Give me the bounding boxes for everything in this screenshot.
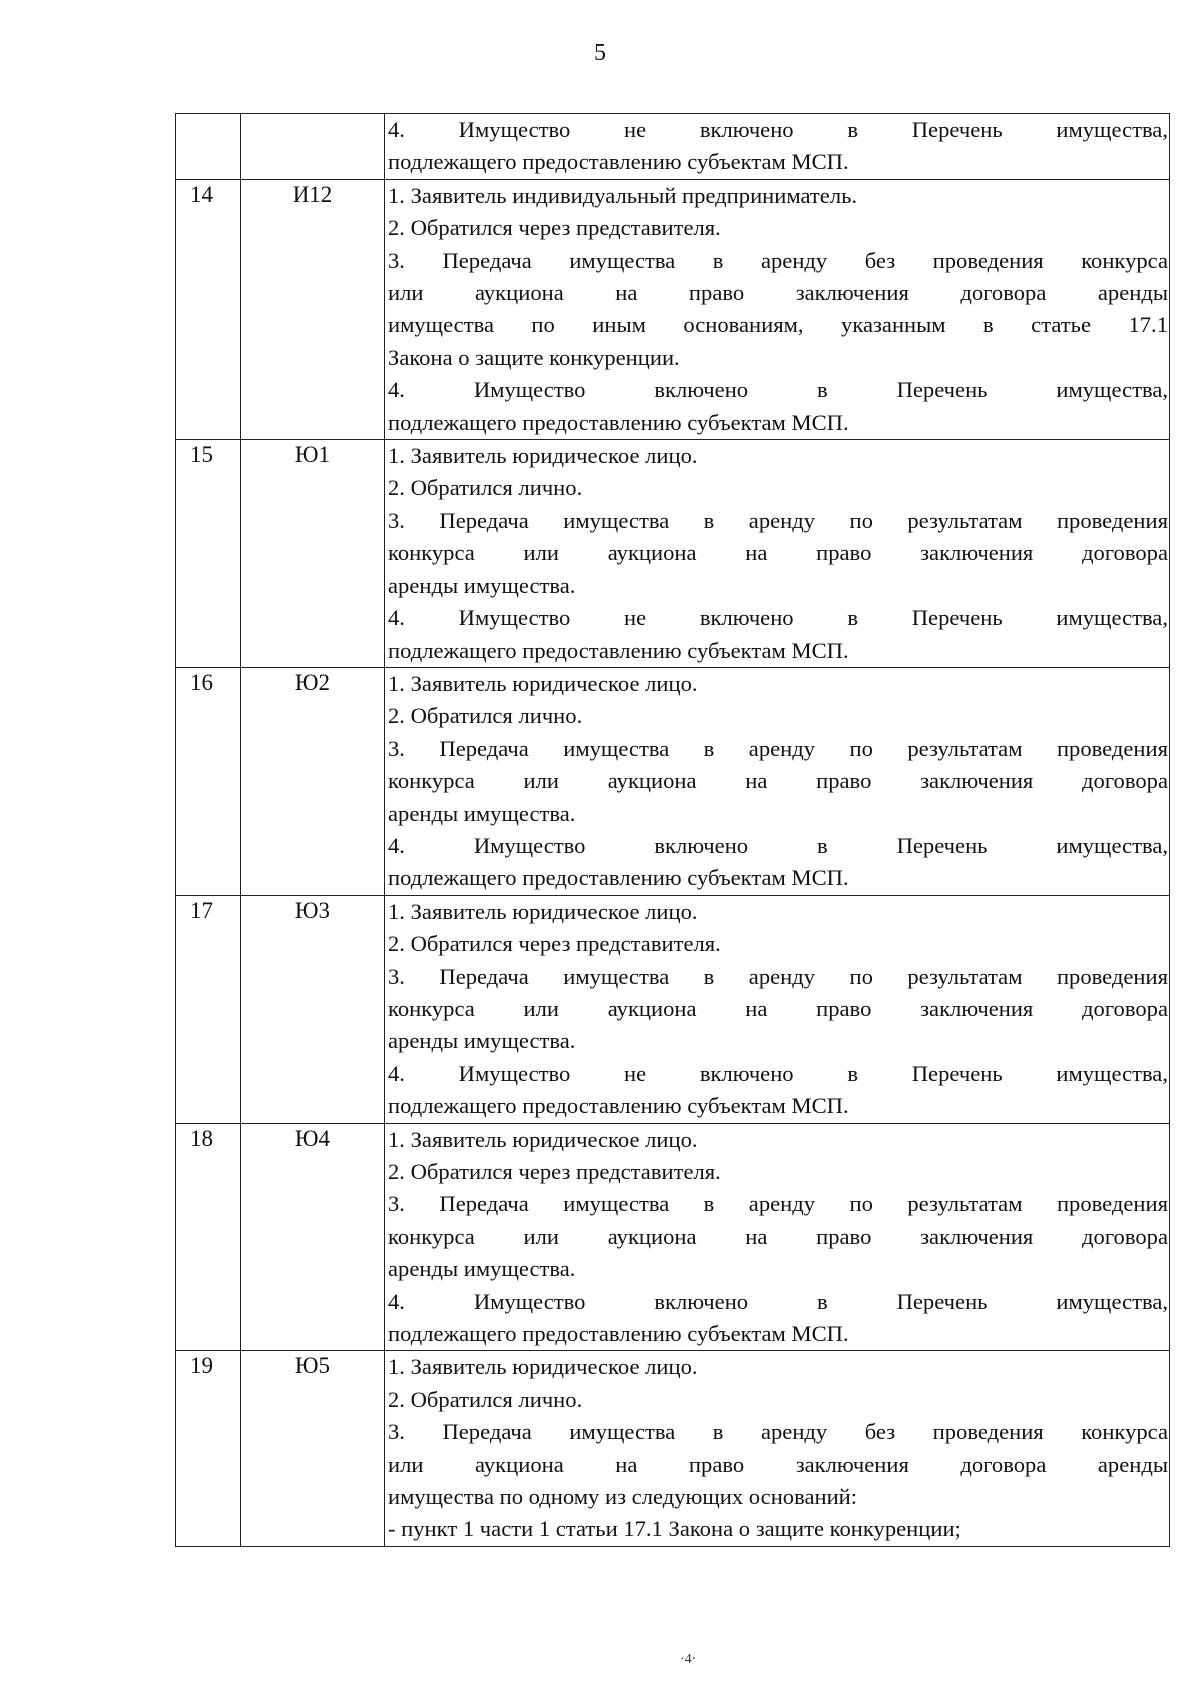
condition-line: 4. Имущество включено в Перечень имущества, [388,832,1168,858]
condition-line: 4. Имущество включено в Перечень имущества, [388,377,1168,403]
footer-mark: ·4· [680,1652,697,1667]
condition-line: 2. Обратился лично. [388,475,583,501]
condition-line: 1. Заявитель юридическое лицо. [388,1126,698,1152]
variant-code-cell: Ю2 [241,667,385,895]
row-number-cell: 17 [176,895,241,1123]
conditions-cell [385,1351,1170,1546]
condition-line: 1. Заявитель юридическое лицо. [388,1354,698,1380]
condition-line: 2. Обратился через представителя. [388,215,721,241]
condition-line: подлежащего предоставлению субъектам МСП. [388,1093,849,1119]
row-number-cell [176,114,241,180]
condition-line: 2. Обратился через представителя. [388,931,721,957]
conditions-cell [385,440,1170,668]
condition-line: аренды имущества. [388,572,576,598]
row-number-cell: 14 [176,179,241,439]
variant-code-cell: Ю3 [241,895,385,1123]
variant-code-cell: И12 [241,179,385,439]
condition-line: 4. Имущество не включено в Перечень имущества, [388,1060,1168,1086]
condition-line: подлежащего предоставлению субъектам МСП. [388,409,849,435]
condition-line: 3. Передача имущества в аренду по результатам проведения [388,1191,1168,1217]
condition-line: 3. Передача имущества в аренду по результатам проведения [388,735,1168,761]
condition-line: подлежащего предоставлению субъектам МСП. [388,865,849,891]
condition-line: 3. Передача имущества в аренду без проведения конкурса [388,247,1168,273]
variant-code-cell: Ю5 [241,1351,385,1546]
condition-line: 2. Обратился лично. [388,703,583,729]
condition-line: или аукциона на право заключения договора аренды [388,280,1168,306]
row-number-cell: 19 [176,1351,241,1546]
conditions-cell [385,667,1170,895]
variant-code-cell [241,114,385,180]
table-row [176,667,1170,895]
condition-line: 2. Обратился лично. [388,1386,583,1412]
condition-line: 1. Заявитель индивидуальный предприниматель. [388,182,858,208]
row-number-cell: 15 [176,440,241,668]
variant-code-cell: Ю4 [241,1123,385,1351]
table-row [176,440,1170,668]
condition-line: конкурса или аукциона на право заключения договора [388,540,1168,566]
condition-line: конкурса или аукциона на право заключения договора [388,1223,1168,1249]
condition-line: конкурса или аукциона на право заключения договора [388,768,1168,794]
condition-line: конкурса или аукциона на право заключения договора [388,995,1168,1021]
condition-line: 1. Заявитель юридическое лицо. [388,443,698,469]
condition-line: подлежащего предоставлению субъектам МСП. [388,149,849,175]
row-number-cell: 18 [176,1123,241,1351]
condition-line: 1. Заявитель юридическое лицо. [388,898,698,924]
table-row [176,895,1170,1123]
condition-line: 4. Имущество включено в Перечень имущества, [388,1288,1168,1314]
conditions-cell [385,1123,1170,1351]
condition-line: подлежащего предоставлению субъектам МСП. [388,637,849,663]
condition-line: 4. Имущество не включено в Перечень имущества, [388,605,1168,631]
table-body [176,114,1170,1547]
table-row [176,1351,1170,1546]
row-number-cell: 16 [176,667,241,895]
table-row [176,1123,1170,1351]
condition-line: имущества по одному из следующих оснований: [388,1484,858,1510]
variant-code-cell: Ю1 [241,440,385,668]
conditions-cell [385,895,1170,1123]
condition-line: 3. Передача имущества в аренду по результатам проведения [388,507,1168,533]
condition-line: имущества по иным основаниям, указанным в статье 17.1 [388,312,1168,338]
condition-line: аренды имущества. [388,1256,576,1282]
condition-line: 3. Передача имущества в аренду по результатам проведения [388,963,1168,989]
conditions-table [175,113,1170,1547]
condition-line: подлежащего предоставлению субъектам МСП. [388,1321,849,1347]
condition-line: 1. Заявитель юридическое лицо. [388,670,698,696]
table-row [176,114,1170,180]
condition-line: 3. Передача имущества в аренду без проведения конкурса [388,1419,1168,1445]
table-row [176,179,1170,439]
conditions-cell [385,179,1170,439]
condition-line: аренды имущества. [388,800,576,826]
condition-line: или аукциона на право заключения договора аренды [388,1451,1168,1477]
condition-line: Закона о защите конкуренции. [388,344,680,370]
conditions-cell [385,114,1170,180]
condition-line: 2. Обратился через представителя. [388,1159,721,1184]
condition-line: 4. Имущество не включено в Перечень имущества, [388,117,1168,142]
page-number: 5 [594,40,606,66]
condition-line: аренды имущества. [388,1028,576,1054]
condition-line: - пункт 1 части 1 статьи 17.1 Закона о защите конкуренции; [388,1516,961,1542]
